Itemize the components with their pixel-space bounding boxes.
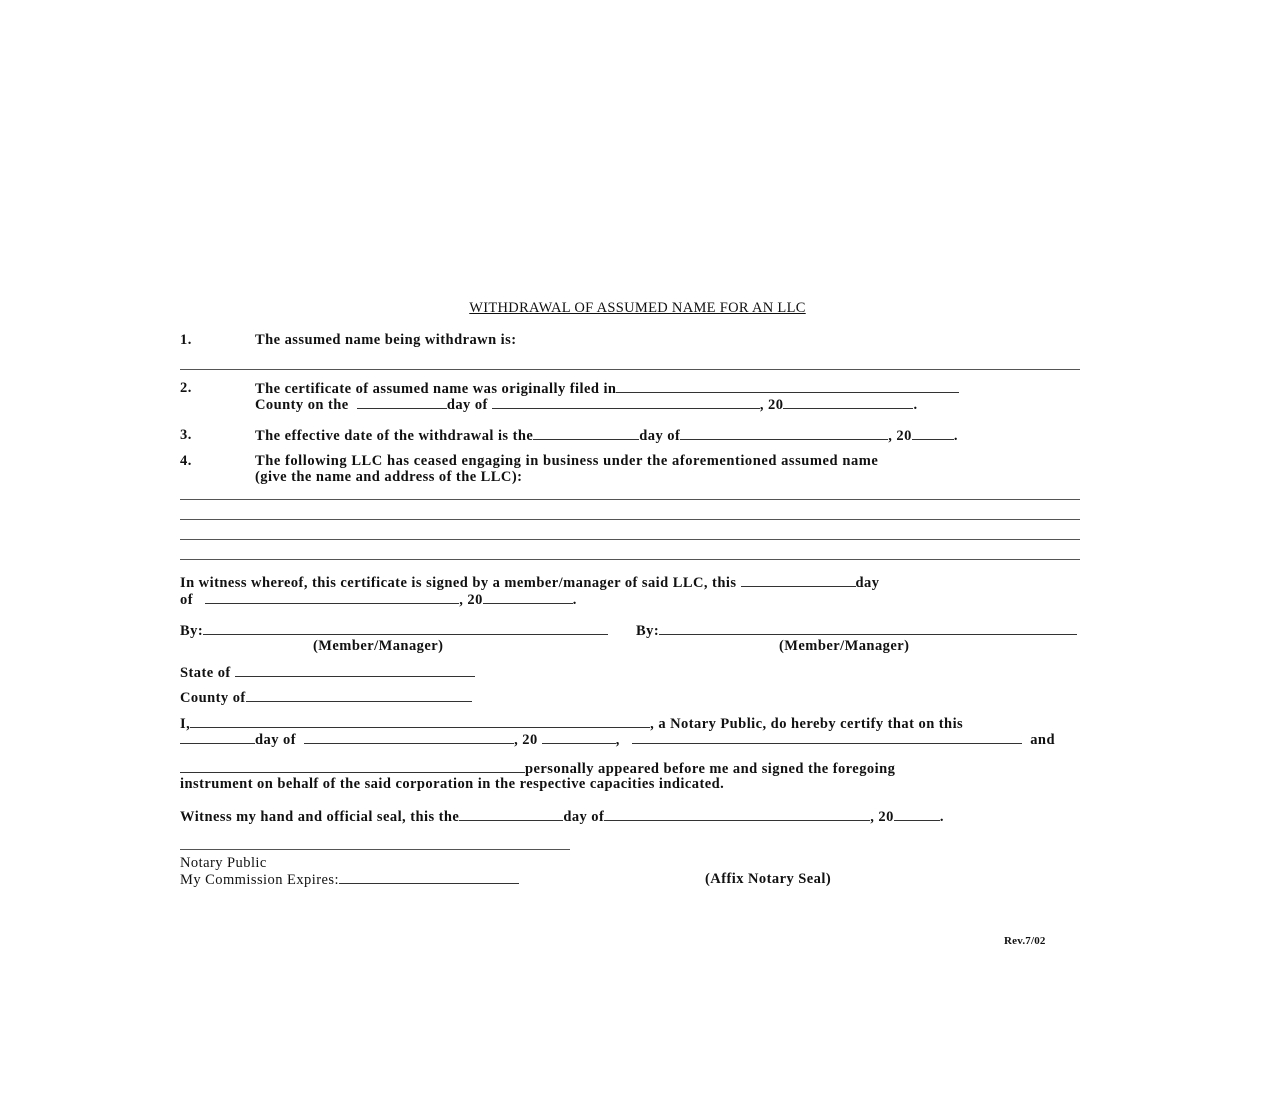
role-label-2: (Member/Manager) [779, 638, 910, 654]
label: , 20 [459, 592, 483, 608]
llc-name-address-line[interactable] [180, 559, 1080, 560]
notary-line-1 [180, 715, 963, 731]
label: County of [180, 690, 246, 706]
item-2-text: The certificate of assumed name was originally filed in [255, 381, 617, 397]
item-number: 2. [180, 380, 192, 396]
label: , [615, 732, 620, 748]
member-signature-field-1[interactable] [203, 622, 608, 635]
effective-year-field[interactable] [912, 427, 954, 440]
filed-month-field[interactable] [492, 396, 760, 409]
label: personally appeared before me and signed the foregoing [525, 761, 896, 777]
llc-name-address-line[interactable] [180, 499, 1080, 500]
label: and [1030, 732, 1055, 748]
appearing-person-field-2[interactable] [180, 760, 525, 773]
witness-line-2 [180, 591, 577, 607]
witness-text: In witness whereof, this certificate is signed by a member/manager of said LLC, this [180, 575, 737, 591]
label: , 20 [514, 732, 538, 748]
notary-year-field[interactable] [542, 731, 616, 744]
notary-month-field[interactable] [304, 731, 514, 744]
member-signature-field-2[interactable] [659, 622, 1077, 635]
witness-year-field[interactable] [483, 591, 573, 604]
notary-signature-field[interactable] [180, 849, 570, 850]
notary-county-field[interactable] [246, 689, 472, 702]
role-label-1: (Member/Manager) [313, 638, 444, 654]
notary-line-2 [180, 731, 1055, 747]
label: , 20 [759, 397, 784, 413]
seal-year-field[interactable] [894, 808, 940, 821]
state-line [180, 664, 475, 680]
item-4-text-2: (give the name and address of the LLC): [255, 469, 523, 485]
item-4-text: The following LLC has ceased engaging in business under the aforementioned assumed name [255, 453, 879, 469]
notary-day-field[interactable] [180, 731, 255, 744]
llc-name-address-line[interactable] [180, 539, 1080, 540]
item-2-line2 [255, 396, 918, 412]
county-field[interactable] [616, 380, 959, 393]
item-number: 1. [180, 332, 192, 348]
witness-line-1 [180, 574, 879, 590]
witness-day-field[interactable] [741, 574, 856, 587]
label: , a Notary Public, do hereby certify that on this [650, 716, 964, 732]
state-field[interactable] [235, 664, 475, 677]
label: day of [446, 397, 488, 413]
item-number: 4. [180, 453, 192, 469]
item-3-text: The effective date of the withdrawal is the [255, 428, 534, 444]
label: . [572, 592, 577, 608]
label: By: [636, 623, 660, 639]
llc-name-address-line[interactable] [180, 519, 1080, 520]
label: State of [180, 665, 231, 681]
label: . [953, 428, 958, 444]
label: day of [639, 428, 681, 444]
hand-seal-line [180, 808, 944, 824]
label: of [180, 592, 193, 608]
item-1-text: The assumed name being withdrawn is: [255, 332, 517, 348]
notary-line-4: instrument on behalf of the said corporation in the respective capacities indicated. [180, 776, 725, 792]
witness-month-field[interactable] [205, 591, 459, 604]
appearing-person-field-1[interactable] [632, 731, 1022, 744]
label: . [913, 397, 918, 413]
item-3-line [255, 427, 958, 443]
label: County on the [255, 397, 349, 413]
item-number: 3. [180, 427, 192, 443]
signature-2 [636, 622, 1077, 638]
effective-day-field[interactable] [533, 427, 639, 440]
label: day of [255, 732, 296, 748]
assumed-name-field[interactable] [180, 369, 1080, 370]
commission-expires-field[interactable] [339, 871, 519, 884]
label: , 20 [870, 809, 894, 825]
label: . [939, 809, 944, 825]
seal-month-field[interactable] [604, 808, 870, 821]
label: I, [180, 716, 191, 732]
notary-line-3 [180, 760, 895, 776]
label: My Commission Expires: [180, 872, 339, 888]
label: day [855, 575, 880, 591]
label: day of [563, 809, 605, 825]
effective-month-field[interactable] [680, 427, 888, 440]
notary-public-label: Notary Public [180, 855, 267, 871]
county-line [180, 689, 472, 705]
form-title: WITHDRAWAL OF ASSUMED NAME FOR AN LLC [469, 300, 806, 316]
label: , 20 [888, 428, 912, 444]
commission-line [180, 871, 519, 887]
filed-year-field[interactable] [783, 396, 913, 409]
label: Witness my hand and official seal, this the [180, 809, 460, 825]
seal-day-field[interactable] [459, 808, 563, 821]
seal-label: (Affix Notary Seal) [705, 871, 832, 887]
signature-1 [180, 622, 608, 638]
label: By: [180, 623, 204, 639]
filed-day-field[interactable] [357, 396, 447, 409]
revision-label: Rev.7/02 [1004, 935, 1046, 947]
item-2-line1 [255, 380, 959, 396]
notary-name-field[interactable] [190, 715, 650, 728]
